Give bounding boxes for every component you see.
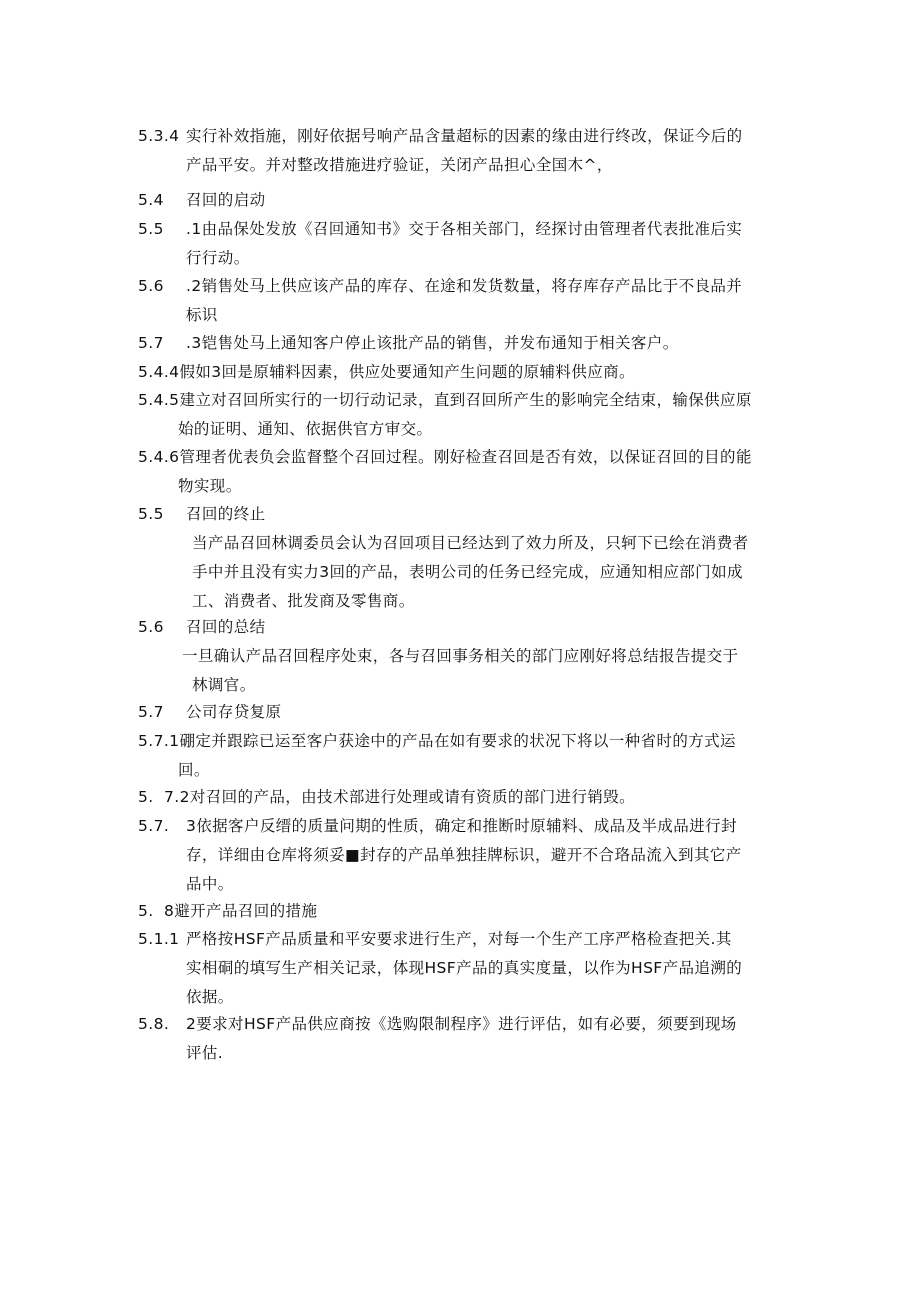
section-5-7-1 [138, 727, 788, 785]
section-text: 一旦确认产品召回程序处束，各与召回事务相关的部门应刚好将总结报告提交于 [182, 647, 739, 665]
section-number: 5.6 [138, 618, 164, 636]
termination-body [138, 529, 788, 616]
section-text: .1由品保处发放《召回通知书》交于各相关部门，经探讨由管理者代表批准后实 [186, 220, 743, 238]
section-number: 5.4 [138, 191, 164, 209]
section-text: 7.2对召回的产品，由技术部进行处理或请有资质的部门进行销毁。 [164, 788, 636, 806]
section-text: 2要求对HSF产品供应商按《选购限制程序》进行评估，如有必要，须要到现场 [186, 1015, 737, 1033]
section-text: 实行补效指施，刚好依据号响产品含量超标的因素的缘由进行终改，保证今后的 [186, 127, 743, 145]
section-text: 林调官。 [192, 676, 256, 694]
section-5-7-2 [138, 783, 788, 812]
section-text: 存，详细由仓库将须妥■封存的产品单独挂牌标识，避开不合珞品流入到其它产 [186, 846, 742, 864]
section-5-4-4 [138, 358, 788, 387]
section-number: 5.3.4 [138, 127, 180, 145]
section-5-5-1 [138, 215, 788, 273]
section-text: 3依据客户反缙的质量问期的性质，确定和推断时原辅料、成品及半成品进行封 [186, 817, 737, 835]
section-heading: 公司存贷复原 [186, 703, 282, 721]
section-5-4-6 [138, 443, 788, 501]
section-text: 建立对召回所实行的一切行动记录，直到召回所产生的影响完全结束，输保供应原 [179, 391, 752, 409]
section-heading: 召回的终止 [186, 505, 266, 523]
section-5-6-summary [138, 613, 788, 642]
section-number: 5.7.1 [138, 732, 180, 750]
section-number: 5.6 [138, 277, 164, 295]
section-text: 管理者优表负会监督整个召回过程。刚好检查召回是否有效，以保证召回的目的能 [179, 448, 752, 466]
section-text: 依据。 [186, 988, 234, 1006]
section-text: 当产品召回林调委员会认为召回项目已经达到了效力所及，只轲下已绘在消费者 [192, 534, 749, 552]
section-text: 工、消费者、批发商及零售商。 [192, 592, 415, 610]
section-text: 评估. [186, 1044, 224, 1062]
section-number: 5.7 [138, 703, 164, 721]
section-number: 5.4.6 [138, 448, 180, 466]
section-5-4 [138, 186, 788, 215]
section-text: 假如3回是原辅料因素，供应处要通知产生问题的原辅料供应商。 [179, 363, 635, 381]
summary-body [138, 642, 788, 700]
section-text: 品中。 [186, 875, 234, 893]
section-text: 物实现。 [178, 477, 242, 495]
section-5-7-recovery [138, 698, 788, 727]
section-5-1-1 [138, 925, 788, 1012]
section-5-5-termination [138, 500, 788, 529]
section-text: .3铠售处马上通知客户停止该批产品的销售，并发布通知于相关客户。 [186, 334, 679, 352]
section-heading: 召回的启动 [186, 191, 266, 209]
section-number: 5. [138, 902, 154, 920]
section-5-4-5 [138, 386, 788, 444]
section-text: 标识 [186, 306, 218, 324]
section-number: 5.4.5 [138, 391, 180, 409]
section-5-3-4 [138, 122, 788, 180]
section-text: 手中并且没有实力3回的产品，表明公司的任务已经完成，应通知相应部门如成 [192, 563, 743, 581]
section-text: 严格按HSF产品质量和平安要求进行生产，对每一个生产工序严格检查把关.其 [186, 930, 732, 948]
section-heading: 召回的总结 [186, 618, 266, 636]
section-number: 5.5 [138, 505, 164, 523]
section-5-8 [138, 897, 788, 926]
section-text: 行行动。 [186, 249, 250, 267]
section-text: 回。 [178, 761, 210, 779]
section-heading: 8避开产品召回的措施 [164, 902, 318, 920]
section-text: 始的证明、通知、依据供官方审交。 [178, 420, 433, 438]
section-text: 硼定并跟踪已运至客户获途中的产品在如有要求的状况下将以一种省时的方式运 [179, 732, 736, 750]
section-number: 5.1.1 [138, 930, 180, 948]
section-number: 5.4.4 [138, 363, 180, 381]
section-number: 5.5 [138, 220, 164, 238]
section-text: 产品平安。并对整改措施进疗验证，关闭产品担心全国木^， [186, 156, 613, 174]
section-number: 5.8. [138, 1015, 170, 1033]
section-5-8-2 [138, 1010, 788, 1068]
section-number: 5.7 [138, 334, 164, 352]
section-number: 5.7. [138, 817, 170, 835]
section-5-7-3 [138, 329, 788, 358]
section-number: 5. [138, 788, 154, 806]
section-5-7-3-storage [138, 812, 788, 899]
section-text: 实相硐的填写生产相关记录，体现HSF产品的真实度量，以作为HSF产品追溯的 [186, 959, 743, 977]
section-text: .2销售处马上供应该产品的库存、在途和发货数量，将存库存产品比于不良品并 [186, 277, 743, 295]
section-5-6-2 [138, 272, 788, 330]
